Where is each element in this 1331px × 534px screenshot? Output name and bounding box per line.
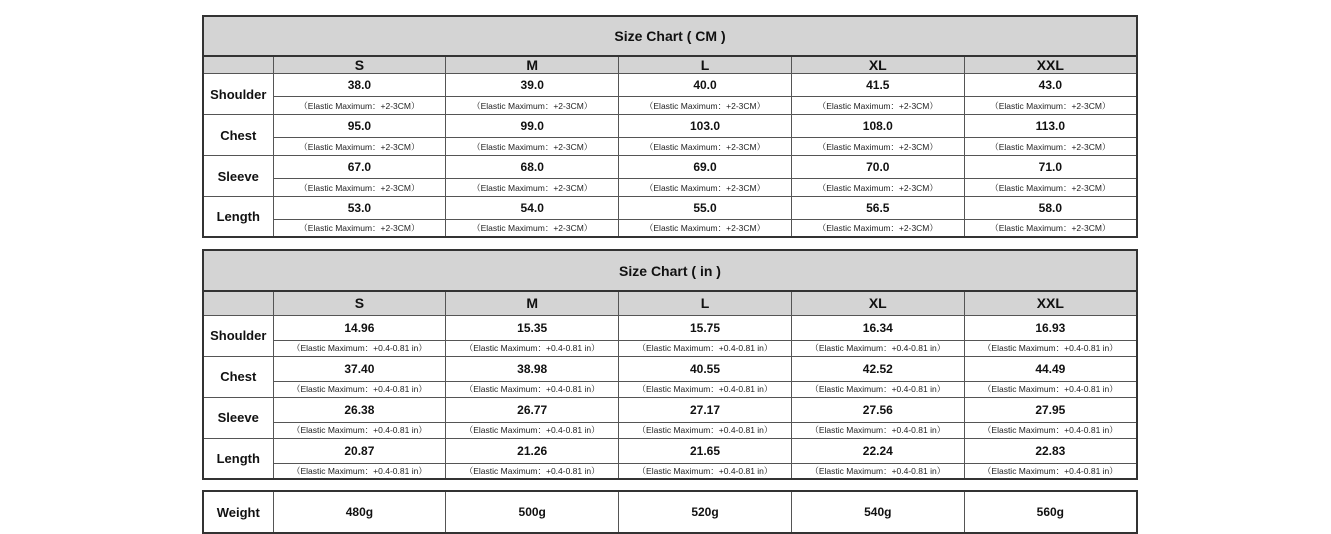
size-header-l: L (619, 56, 792, 74)
elastic-note: （Elastic Maximum：+0.4-0.81 in） (619, 463, 792, 479)
size-chart-in-title: Size Chart ( in ) (203, 250, 1137, 291)
value-cell: 108.0 (791, 115, 964, 138)
value-cell: 40.55 (619, 356, 792, 381)
elastic-note: （Elastic Maximum：+2-3CM） (791, 220, 964, 237)
elastic-note: （Elastic Maximum：+0.4-0.81 in） (446, 340, 619, 356)
elastic-note: （Elastic Maximum：+0.4-0.81 in） (791, 422, 964, 438)
value-cell: 21.26 (446, 438, 619, 463)
weight-value: 520g (619, 491, 792, 533)
elastic-note: （Elastic Maximum：+2-3CM） (619, 220, 792, 237)
value-cell: 21.65 (619, 438, 792, 463)
value-cell: 70.0 (791, 156, 964, 179)
size-header-l: L (619, 291, 792, 315)
elastic-note: （Elastic Maximum：+2-3CM） (446, 97, 619, 115)
elastic-note: （Elastic Maximum：+2-3CM） (273, 220, 446, 237)
value-cell: 15.35 (446, 315, 619, 340)
size-header-m: M (446, 56, 619, 74)
elastic-note: （Elastic Maximum：+0.4-0.81 in） (273, 422, 446, 438)
elastic-note: （Elastic Maximum：+0.4-0.81 in） (964, 340, 1137, 356)
size-header-xxl: XXL (964, 291, 1137, 315)
value-cell: 55.0 (619, 197, 792, 220)
value-cell: 15.75 (619, 315, 792, 340)
elastic-note: （Elastic Maximum：+2-3CM） (273, 179, 446, 197)
size-chart-cm-table (202, 15, 1138, 238)
size-chart-cm-title: Size Chart ( CM ) (203, 16, 1137, 56)
value-cell: 22.83 (964, 438, 1137, 463)
elastic-note: （Elastic Maximum：+0.4-0.81 in） (791, 340, 964, 356)
weight-value: 480g (273, 491, 446, 533)
value-cell: 95.0 (273, 115, 446, 138)
value-cell: 37.40 (273, 356, 446, 381)
corner-cell (203, 291, 273, 315)
corner-cell (203, 56, 273, 74)
row-label-shoulder: Shoulder (203, 315, 273, 356)
size-header-s: S (273, 291, 446, 315)
elastic-note: （Elastic Maximum：+2-3CM） (964, 138, 1137, 156)
value-cell: 27.17 (619, 397, 792, 422)
value-cell: 39.0 (446, 74, 619, 97)
elastic-note: （Elastic Maximum：+2-3CM） (964, 220, 1137, 237)
elastic-note: （Elastic Maximum：+0.4-0.81 in） (619, 422, 792, 438)
elastic-note: （Elastic Maximum：+2-3CM） (446, 179, 619, 197)
value-cell: 22.24 (791, 438, 964, 463)
elastic-note: （Elastic Maximum：+0.4-0.81 in） (273, 381, 446, 397)
value-cell: 54.0 (446, 197, 619, 220)
elastic-note: （Elastic Maximum：+2-3CM） (446, 220, 619, 237)
value-cell: 103.0 (619, 115, 792, 138)
elastic-note: （Elastic Maximum：+0.4-0.81 in） (619, 381, 792, 397)
value-cell: 40.0 (619, 74, 792, 97)
elastic-note: （Elastic Maximum：+0.4-0.81 in） (273, 340, 446, 356)
elastic-note: （Elastic Maximum：+2-3CM） (619, 179, 792, 197)
value-cell: 26.77 (446, 397, 619, 422)
value-cell: 42.52 (791, 356, 964, 381)
value-cell: 38.0 (273, 74, 446, 97)
size-header-m: M (446, 291, 619, 315)
weight-value: 540g (791, 491, 964, 533)
size-chart-in-table (202, 249, 1138, 480)
elastic-note: （Elastic Maximum：+0.4-0.81 in） (273, 463, 446, 479)
value-cell: 53.0 (273, 197, 446, 220)
value-cell: 68.0 (446, 156, 619, 179)
weight-value: 560g (964, 491, 1137, 533)
elastic-note: （Elastic Maximum：+0.4-0.81 in） (964, 381, 1137, 397)
elastic-note: （Elastic Maximum：+0.4-0.81 in） (964, 422, 1137, 438)
elastic-note: （Elastic Maximum：+2-3CM） (791, 179, 964, 197)
value-cell: 16.34 (791, 315, 964, 340)
value-cell: 38.98 (446, 356, 619, 381)
row-label-shoulder: Shoulder (203, 74, 273, 115)
value-cell: 69.0 (619, 156, 792, 179)
size-header-s: S (273, 56, 446, 74)
row-label-length: Length (203, 438, 273, 479)
row-label-weight: Weight (203, 491, 273, 533)
value-cell: 27.95 (964, 397, 1137, 422)
elastic-note: （Elastic Maximum：+0.4-0.81 in） (964, 463, 1137, 479)
elastic-note: （Elastic Maximum：+0.4-0.81 in） (791, 381, 964, 397)
value-cell: 26.38 (273, 397, 446, 422)
elastic-note: （Elastic Maximum：+2-3CM） (791, 97, 964, 115)
row-label-length: Length (203, 197, 273, 237)
elastic-note: （Elastic Maximum：+2-3CM） (964, 97, 1137, 115)
value-cell: 71.0 (964, 156, 1137, 179)
size-header-xxl: XXL (964, 56, 1137, 74)
row-label-chest: Chest (203, 115, 273, 156)
elastic-note: （Elastic Maximum：+2-3CM） (964, 179, 1137, 197)
elastic-note: （Elastic Maximum：+0.4-0.81 in） (446, 381, 619, 397)
elastic-note: （Elastic Maximum：+0.4-0.81 in） (619, 340, 792, 356)
elastic-note: （Elastic Maximum：+0.4-0.81 in） (446, 422, 619, 438)
weight-table (202, 490, 1138, 534)
size-header-xl: XL (791, 291, 964, 315)
value-cell: 99.0 (446, 115, 619, 138)
elastic-note: （Elastic Maximum：+2-3CM） (446, 138, 619, 156)
row-label-chest: Chest (203, 356, 273, 397)
weight-value: 500g (446, 491, 619, 533)
size-header-xl: XL (791, 56, 964, 74)
value-cell: 16.93 (964, 315, 1137, 340)
value-cell: 27.56 (791, 397, 964, 422)
elastic-note: （Elastic Maximum：+2-3CM） (619, 138, 792, 156)
value-cell: 56.5 (791, 197, 964, 220)
elastic-note: （Elastic Maximum：+2-3CM） (273, 97, 446, 115)
row-label-sleeve: Sleeve (203, 397, 273, 438)
elastic-note: （Elastic Maximum：+2-3CM） (273, 138, 446, 156)
value-cell: 44.49 (964, 356, 1137, 381)
elastic-note: （Elastic Maximum：+0.4-0.81 in） (791, 463, 964, 479)
row-label-sleeve: Sleeve (203, 156, 273, 197)
elastic-note: （Elastic Maximum：+2-3CM） (619, 97, 792, 115)
value-cell: 58.0 (964, 197, 1137, 220)
elastic-note: （Elastic Maximum：+0.4-0.81 in） (446, 463, 619, 479)
value-cell: 14.96 (273, 315, 446, 340)
value-cell: 20.87 (273, 438, 446, 463)
value-cell: 41.5 (791, 74, 964, 97)
value-cell: 67.0 (273, 156, 446, 179)
value-cell: 113.0 (964, 115, 1137, 138)
elastic-note: （Elastic Maximum：+2-3CM） (791, 138, 964, 156)
value-cell: 43.0 (964, 74, 1137, 97)
